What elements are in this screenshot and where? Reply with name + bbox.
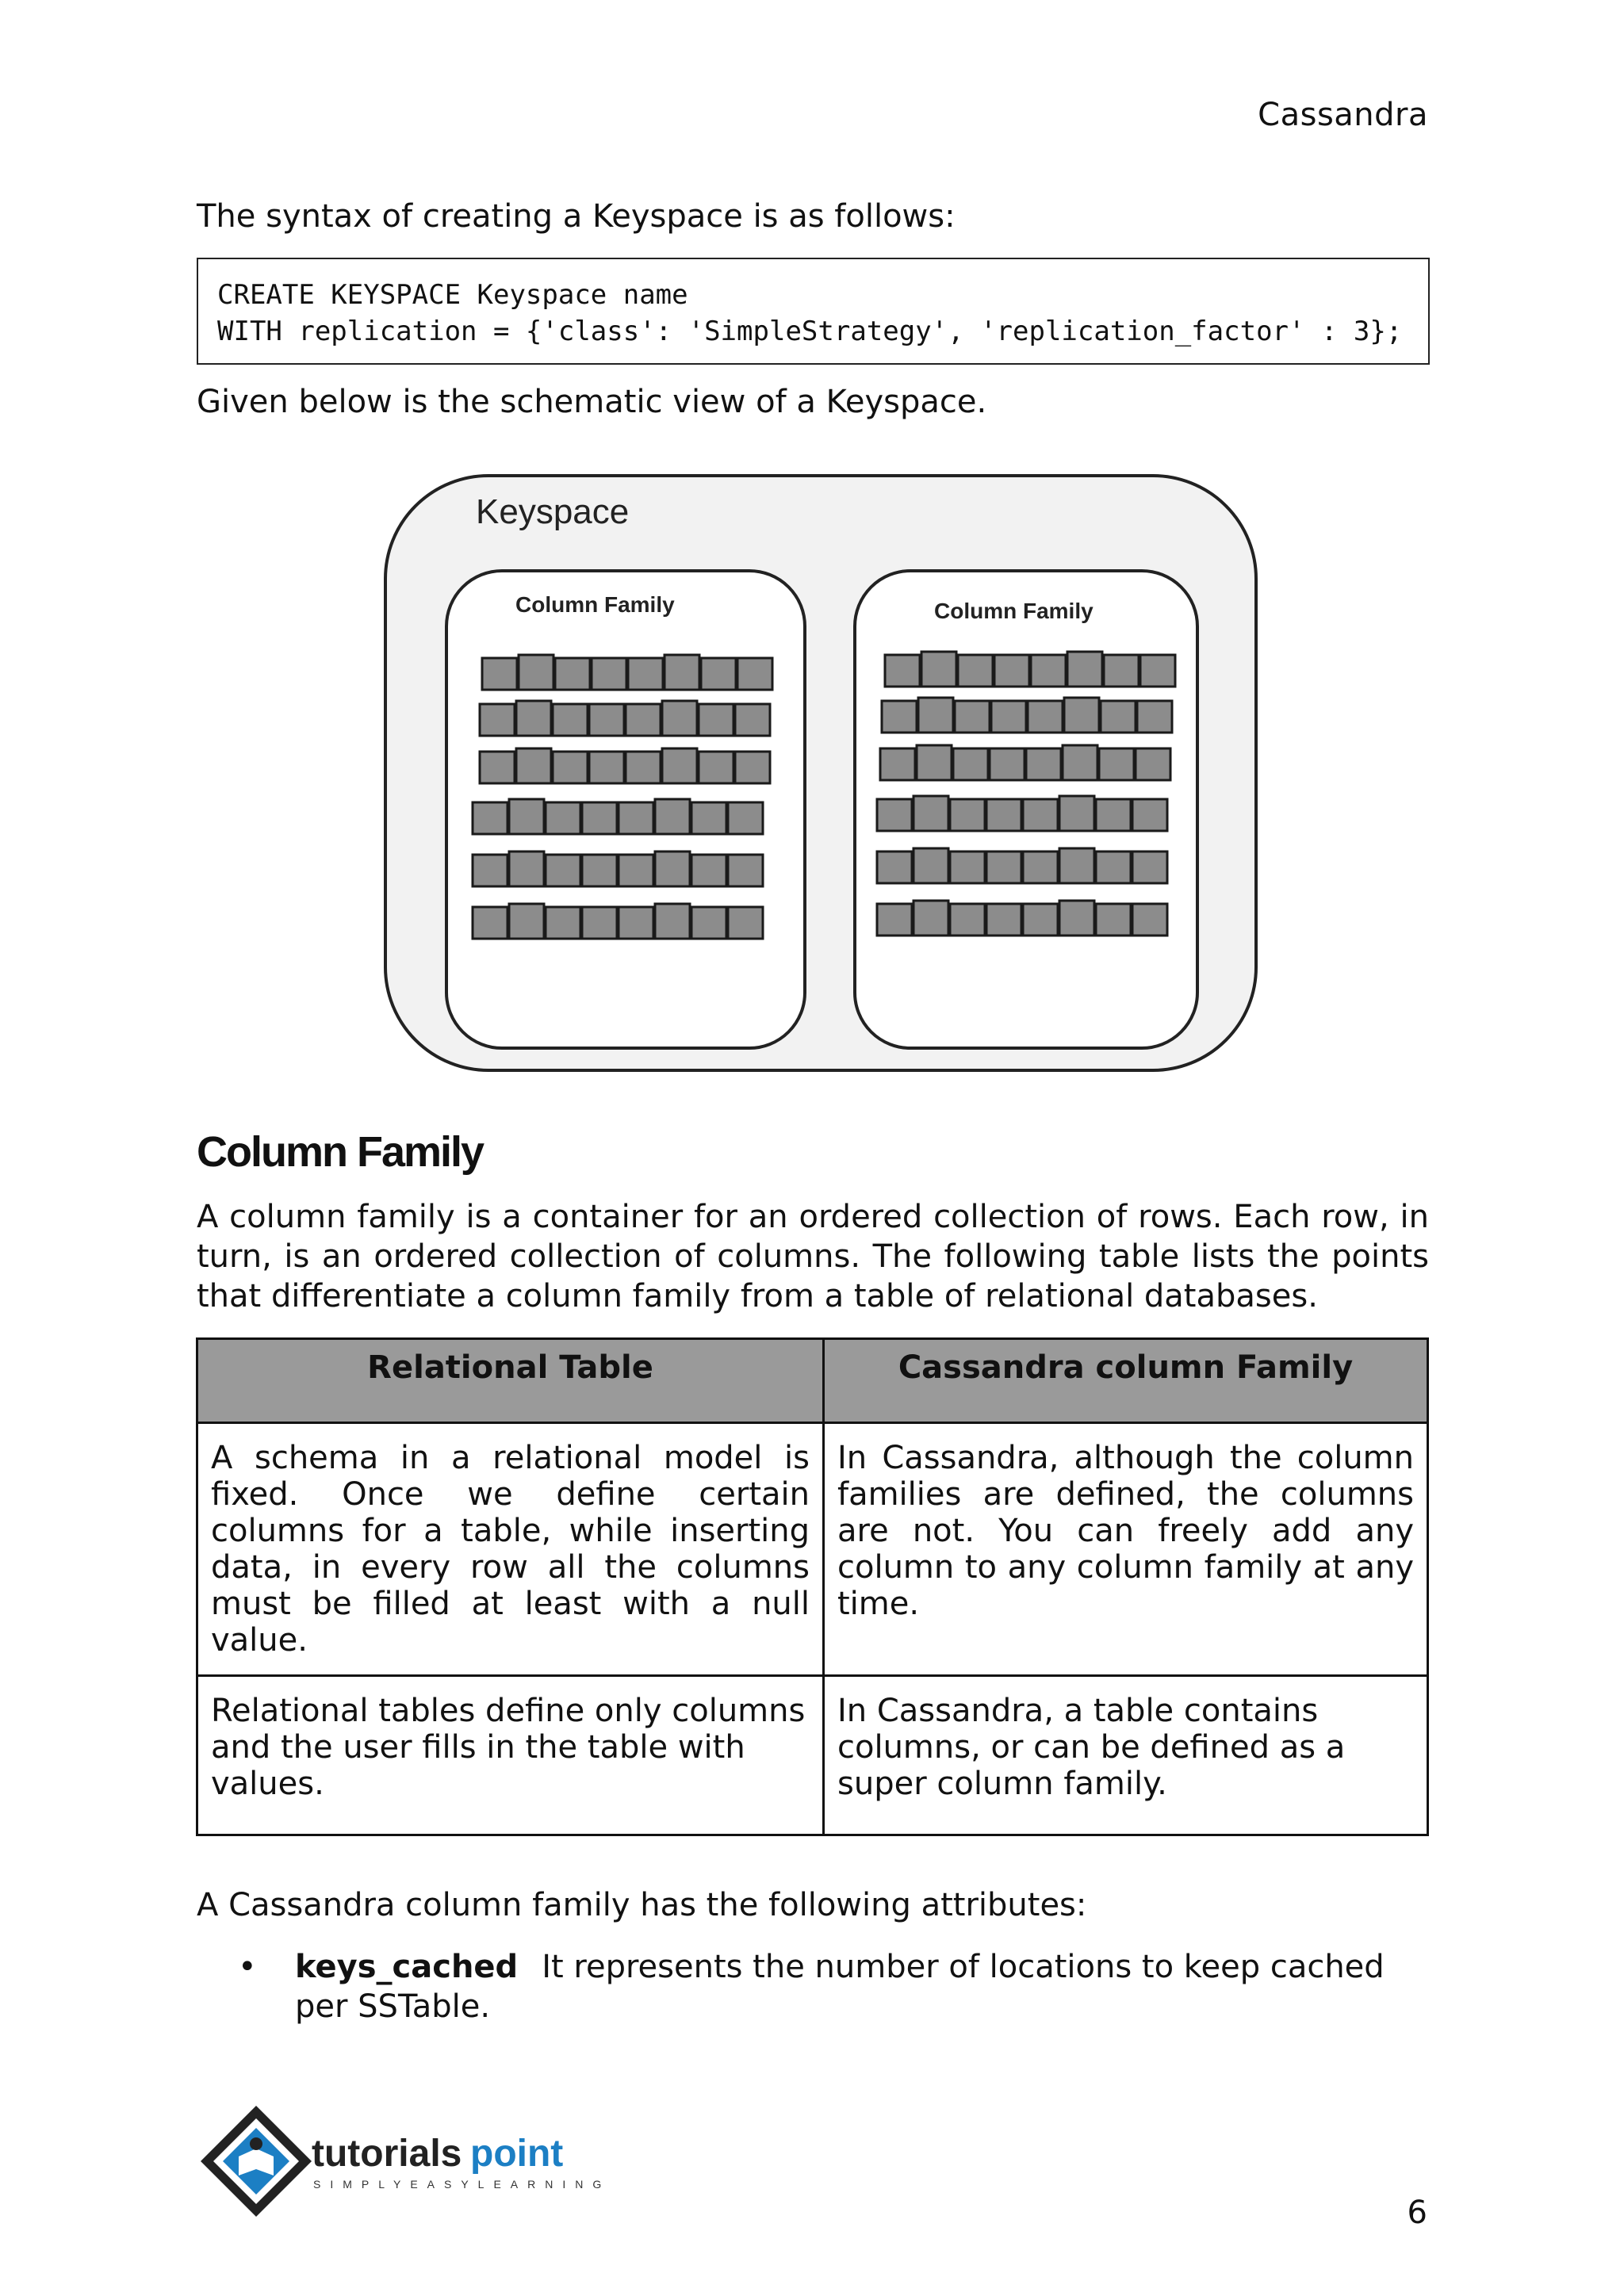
column-family-label-left: Column Family [515,592,675,617]
column-cell [1132,904,1167,936]
list-item [238,1947,1427,2026]
column-cell [509,904,544,939]
logo-tagline: SIMPLYEASYLEARNING [313,2178,611,2191]
column-cell [885,655,920,687]
column-cell [991,701,1026,733]
column-cell [480,704,515,736]
column-cell [1059,796,1094,831]
column-cell [990,748,1025,780]
column-cell [921,652,956,687]
column-cell [1104,655,1139,687]
section-title: Column Family [197,1128,484,1176]
column-cell [699,704,733,736]
page-number: 6 [1407,2195,1427,2231]
column-cell [553,752,588,783]
column-cell [546,802,580,834]
column-cell [950,799,985,831]
keyspace-diagram [373,468,1269,1078]
column-cell [482,658,517,690]
column-cell [1059,848,1094,883]
column-cell [655,799,690,834]
table-header-cell: Relational Table [197,1339,824,1423]
column-cell [914,796,948,831]
column-cell [582,802,617,834]
column-cell [582,855,617,886]
column-cell [1101,701,1136,733]
column-cell [950,851,985,883]
column-cell [877,799,912,831]
column-cell [1140,655,1175,687]
column-cell [592,658,626,690]
column-cell [880,748,915,780]
column-cell [986,851,1021,883]
column-cell [1137,701,1172,733]
column-cell [1136,748,1170,780]
syntax-intro: The syntax of creating a Keyspace is as follows: [197,198,956,235]
column-cell [546,907,580,939]
column-cell [918,698,953,733]
table-row [197,1676,1428,1835]
column-cell [1026,748,1061,780]
column-cell [555,658,590,690]
logo-wordmark-dark: tutorials [312,2133,462,2175]
column-cell [691,855,726,886]
column-cell [546,855,580,886]
code-line: WITH replication = {'class': 'SimpleStrategy', 'replication_factor' : 3}; [217,316,1403,347]
column-cell [737,658,772,690]
column-cell [665,655,699,690]
column-cell [1023,799,1058,831]
column-cell [626,704,661,736]
column-cell [882,701,917,733]
attribute-description: It represents the number of locations to keep cached per SSTable. [295,1949,1385,2025]
column-cell [1132,851,1167,883]
column-cell [1096,799,1131,831]
column-cell [1031,655,1066,687]
column-cell [958,655,993,687]
column-cell [1067,652,1102,687]
column-cell [735,752,770,783]
attributes-list [238,1947,1427,2026]
logo-wordmark-accent: point [470,2133,564,2175]
table-row [197,1423,1428,1676]
column-cell [1063,745,1097,780]
keyspace-label: Keyspace [476,492,630,531]
column-cell [950,904,985,936]
tutorialspoint-logo [194,2099,622,2226]
schematic-intro: Given below is the schematic view of a Keyspace. [197,384,987,420]
code-block [197,258,1430,365]
code-line: CREATE KEYSPACE Keyspace name [217,279,688,311]
column-cell [509,799,544,834]
column-cell [480,752,515,783]
column-cell [955,701,990,733]
attributes-intro: A Cassandra column family has the following attributes: [197,1887,1087,1923]
attribute-term: keys_cached [295,1949,519,1985]
column-cell [619,855,653,886]
column-cell [1023,904,1058,936]
column-cell [953,748,988,780]
column-cell [728,855,763,886]
column-cell [589,752,624,783]
column-cell [516,748,551,783]
column-cell [662,701,697,736]
column-cell [1059,901,1094,936]
table-cell: A schema in a relational model is fixed. Once we define certain columns for a table, while inserting data, in every row all the columns must be filled at least with a null value. [197,1423,824,1676]
column-cell [877,851,912,883]
table-cell: In Cassandra, a table contains columns, or can be defined as a super column family. [824,1676,1428,1835]
column-cell [994,655,1029,687]
column-cell [728,802,763,834]
column-cell [655,904,690,939]
column-cell [986,799,1021,831]
column-cell [914,901,948,936]
column-cell [914,848,948,883]
logo-diamond-icon [201,2106,312,2217]
column-cell [728,907,763,939]
column-cell [655,851,690,886]
column-cell [473,855,508,886]
column-cell [1028,701,1063,733]
column-cell [626,752,661,783]
bullet-icon: • [238,1949,257,1985]
column-cell [1132,799,1167,831]
column-cell [1023,851,1058,883]
column-cell [735,704,770,736]
column-cell [509,851,544,886]
column-cell [628,658,663,690]
column-cell [516,701,551,736]
column-cell [553,704,588,736]
table-header-cell: Cassandra column Family [824,1339,1428,1423]
table-cell: Relational tables define only columns and the user fills in the table with values. [197,1676,824,1835]
column-cell [1064,698,1099,733]
column-cell [701,658,736,690]
column-cell [519,655,553,690]
column-cell [619,802,653,834]
column-cell [662,748,697,783]
running-header: Cassandra [1258,97,1428,133]
column-cell [1096,904,1131,936]
column-cell [473,802,508,834]
column-cell [1099,748,1134,780]
column-cell [877,904,912,936]
column-cell [1096,851,1131,883]
column-cell [582,907,617,939]
table-header-row [197,1339,1428,1423]
column-cell [589,704,624,736]
column-cell [986,904,1021,936]
comparison-table [196,1337,1429,1836]
table-cell: In Cassandra, although the column families are defined, the columns are not. You can freely add any column to any column family at any time. [824,1423,1428,1676]
column-cell [473,907,508,939]
column-cell [691,802,726,834]
section-paragraph: A column family is a container for an ordered collection of rows. Each row, in turn, is an ordered collection of columns. The following table lists the points that differentiate a column family from a table of relational databases. [197,1199,1429,1314]
column-cell [619,907,653,939]
column-cell [917,745,952,780]
column-cell [699,752,733,783]
column-family-label-right: Column Family [934,599,1094,623]
column-cell [691,907,726,939]
